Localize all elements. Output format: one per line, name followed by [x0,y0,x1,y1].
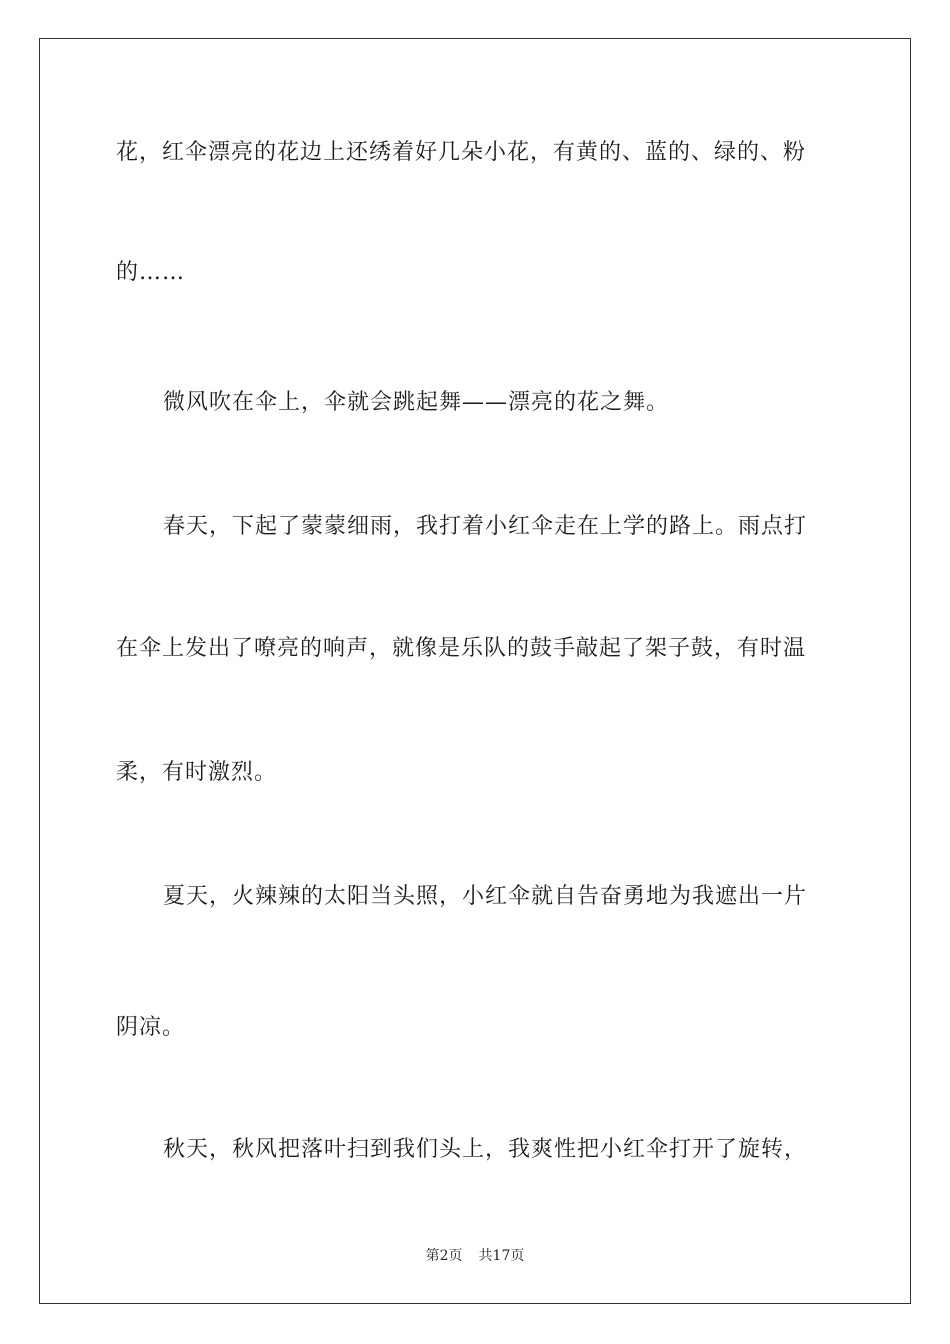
paragraph-breeze: 微风吹在伞上，伞就会跳起舞——漂亮的花之舞。 [163,390,670,415]
page-total: 共17页 [478,1248,525,1264]
page-footer [0,1247,950,1265]
text-line-6: 柔，有时激烈。 [116,760,278,785]
text-line-1: 花，红伞漂亮的花边上还绣着好几朵小花，有黄的、蓝的、绿的、粉 [116,140,807,165]
text-line-2: 的…… [116,260,186,285]
paragraph-spring: 春天，下起了蒙蒙细雨，我打着小红伞走在上学的路上。雨点打 [163,514,808,539]
paragraph-autumn: 秋天，秋风把落叶扫到我们头上，我爽性把小红伞打开了旋转， [163,1137,808,1162]
page-number: 第2页 [425,1248,463,1264]
text-line-5: 在伞上发出了嘹亮的响声，就像是乐队的鼓手敲起了架子鼓，有时温 [116,636,807,661]
paragraph-summer: 夏天，火辣辣的太阳当头照，小红伞就自告奋勇地为我遮出一片 [163,884,808,909]
text-line-8: 阴凉。 [116,1015,186,1040]
page-frame [39,38,911,1304]
